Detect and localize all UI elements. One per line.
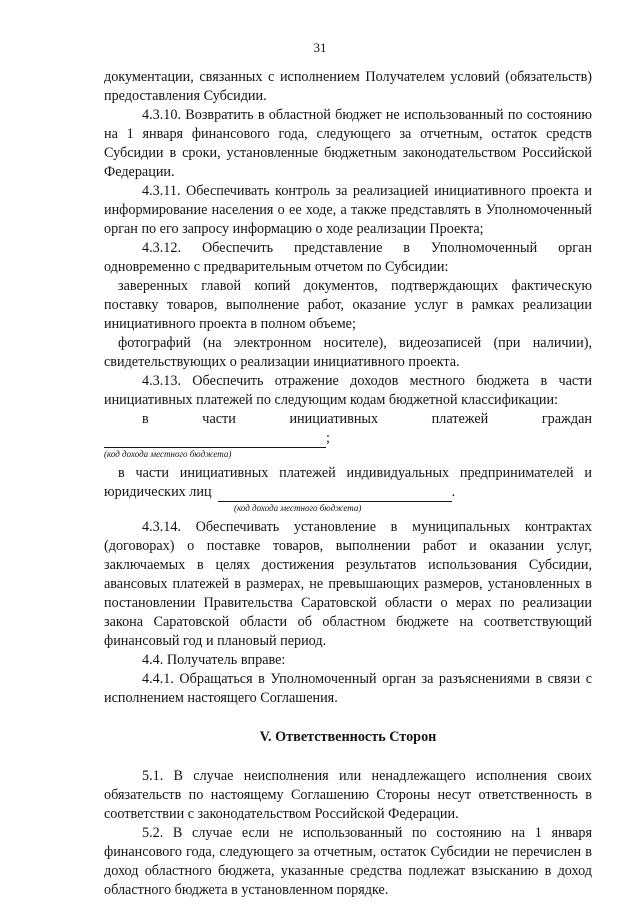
- paragraph-5-1: 5.1. В случае неисполнения или ненадлежащего исполнения своих обязательств по настоящему Соглашению Стороны несут ответственность в соответствии с законодательством Российской Федерации.: [104, 768, 592, 822]
- page-number: 31: [313, 40, 327, 55]
- entrepreneurs-code-caption: (код дохода местного бюджета): [234, 503, 362, 513]
- citizens-code-blank: [104, 433, 326, 448]
- paragraph-4-4-1: 4.4.1. Обращаться в Уполномоченный орган за разъяснениями в связи с исполнением настоящего Соглашения.: [104, 671, 592, 706]
- citizens-code-field: [104, 429, 592, 448]
- paragraph-4-3-10: 4.3.10. Возвратить в областной бюджет не использованный по состоянию на 1 января финансового года, следующего за отчетным, остаток средств Субсидии в сроки, установленные бюджетным законодательством Российской Федерации.: [104, 107, 592, 180]
- entrepreneurs-prefix: юридических лиц: [104, 484, 212, 500]
- paragraph-4-3-13: 4.3.13. Обеспечить отражение доходов местного бюджета в части инициативных платежей по следующим кодам бюджетной классификации:: [104, 373, 592, 408]
- paragraph-photos: фотографий (на электронном носителе), видеозаписей (при наличии), свидетельствующих о реализации инициативного проекта.: [104, 335, 592, 370]
- entrepreneurs-code-end: .: [451, 484, 456, 500]
- paragraph-5-2: 5.2. В случае если не использованный по состоянию на 1 января финансового года, следующего за отчетным, остаток Субсидии не перечислен в доход областного бюджета, указанные средства подлежат взысканию в доход областного бюджета в установленном порядке.: [104, 825, 592, 898]
- paragraph-4-3-11: 4.3.11. Обеспечивать контроль за реализацией инициативного проекта и информирование населения о ее ходе, а также представлять в Уполномоченный орган по его запросу информацию о ходе реализации Проекта;: [104, 183, 592, 237]
- paragraph-4-3-12: 4.3.12. Обеспечить представление в Уполномоченный орган одновременно с предварительным отчетом по Субсидии:: [104, 240, 592, 275]
- citizens-code-caption: (код дохода местного бюджета): [104, 449, 232, 459]
- entrepreneurs-payments-line: в части инициативных платежей индивидуальных предпринимателей и: [118, 465, 592, 481]
- citizens-payments-line: в части инициативных платежей граждан: [142, 411, 592, 427]
- paragraph-4-3-14: 4.3.14. Обеспечивать установление в муниципальных контрактах (договорах) о поставке товаров, выполнении работ и оказании услуг, заключаемых в целях достижения результатов использования Субсидии, авансовых платежей в размерах, не превышающих размеров, установленных в постановлении Правительства Саратовской области о мерах по реализации закона Саратовской области об областном бюджете на соответствующий финансовый год и плановый период.: [104, 519, 592, 649]
- section-heading: V. Ответственность Сторон: [259, 729, 437, 745]
- entrepreneurs-code-blank: [218, 487, 452, 502]
- paragraph-continuation: документации, связанных с исполнением Получателем условий (обязательств) предоставления Субсидии.: [104, 69, 592, 104]
- paragraph-4-4: 4.4. Получатель вправе:: [142, 652, 286, 668]
- document-body: [104, 68, 592, 900]
- entrepreneurs-code-field: [104, 483, 592, 502]
- citizens-code-end: ;: [326, 430, 330, 446]
- paragraph-copies: заверенных главой копий документов, подтверждающих фактическую поставку товаров, выполнение работ, оказание услуг в рамках реализации инициативного проекта в полном объеме;: [104, 278, 592, 332]
